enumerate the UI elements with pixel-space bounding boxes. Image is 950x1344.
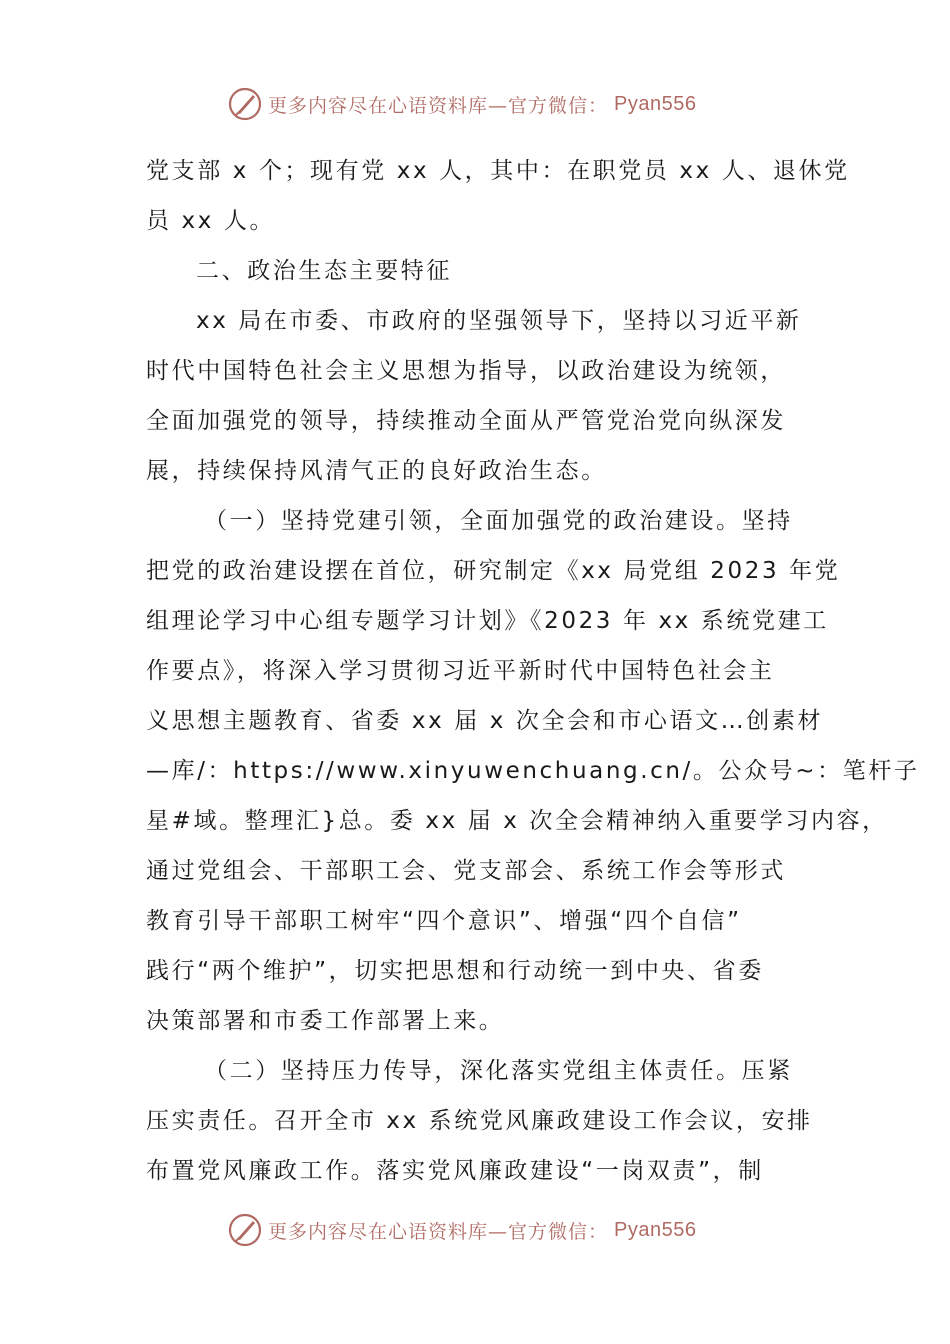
body-line: —库/：https://www.xinyuwenchuang.cn/。公众号~：笔杆子 [146, 758, 920, 784]
document-body [146, 146, 920, 1196]
header-watermark [228, 84, 696, 124]
body-line: 星#域。整理汇}总。委 xx 届 x 次全会精神纳入重要学习内容， [146, 808, 888, 834]
watermark-wechat-id: Pyan556 [614, 92, 697, 115]
quill-logo-icon [228, 87, 262, 121]
body-line: 作要点》，将深入学习贯彻习近平新时代中国特色社会主 [146, 658, 775, 684]
watermark-wechat-id: Pyan556 [614, 1218, 697, 1241]
subsection-heading: （二）坚持压力传导，深化落实党组主体责任。压紧 [204, 1058, 793, 1084]
body-line: 时代中国特色社会主义思想为指导，以政治建设为统领， [146, 358, 786, 384]
body-line: 教育引导干部职工树牢“四个意识”、增强“四个自信” [146, 908, 742, 934]
body-line: 组理论学习中心组专题学习计划》《2023 年 xx 系统党建工 [146, 608, 829, 634]
body-line: 通过党组会、干部职工会、党支部会、系统工作会等形式 [146, 858, 786, 884]
body-line: 员 xx 人。 [146, 208, 276, 234]
quill-logo-icon [228, 1213, 262, 1247]
body-line: 把党的政治建设摆在首位，研究制定《xx 局党组 2023 年党 [146, 558, 841, 584]
section-heading: 二、政治生态主要特征 [196, 258, 452, 284]
watermark-text: 更多内容尽在心语资料库—官方微信： [268, 1220, 609, 1243]
body-line: 践行“两个维护”，切实把思想和行动统一到中央、省委 [146, 958, 764, 984]
body-line: 布置党风廉政工作。落实党风廉政建设“一岗双责”，制 [146, 1158, 764, 1184]
body-line: 党支部 x 个；现有党 xx 人，其中：在职党员 xx 人、退休党 [146, 158, 850, 184]
body-line: 义思想主题教育、省委 xx 届 x 次全会和市心语文…创素材 [146, 708, 824, 734]
body-line: 全面加强党的领导，持续推动全面从严管党治党向纵深发 [146, 408, 786, 434]
body-line: 展，持续保持风清气正的良好政治生态。 [146, 458, 607, 484]
body-line: 压实责任。召开全市 xx 系统党风廉政建设工作会议，安排 [146, 1108, 813, 1134]
footer-watermark [228, 1210, 696, 1250]
watermark-text: 更多内容尽在心语资料库—官方微信： [268, 94, 609, 117]
subsection-heading: （一）坚持党建引领，全面加强党的政治建设。坚持 [204, 508, 793, 534]
body-line: xx 局在市委、市政府的坚强领导下，坚持以习近平新 [196, 308, 802, 334]
body-line: 决策部署和市委工作部署上来。 [146, 1008, 505, 1034]
